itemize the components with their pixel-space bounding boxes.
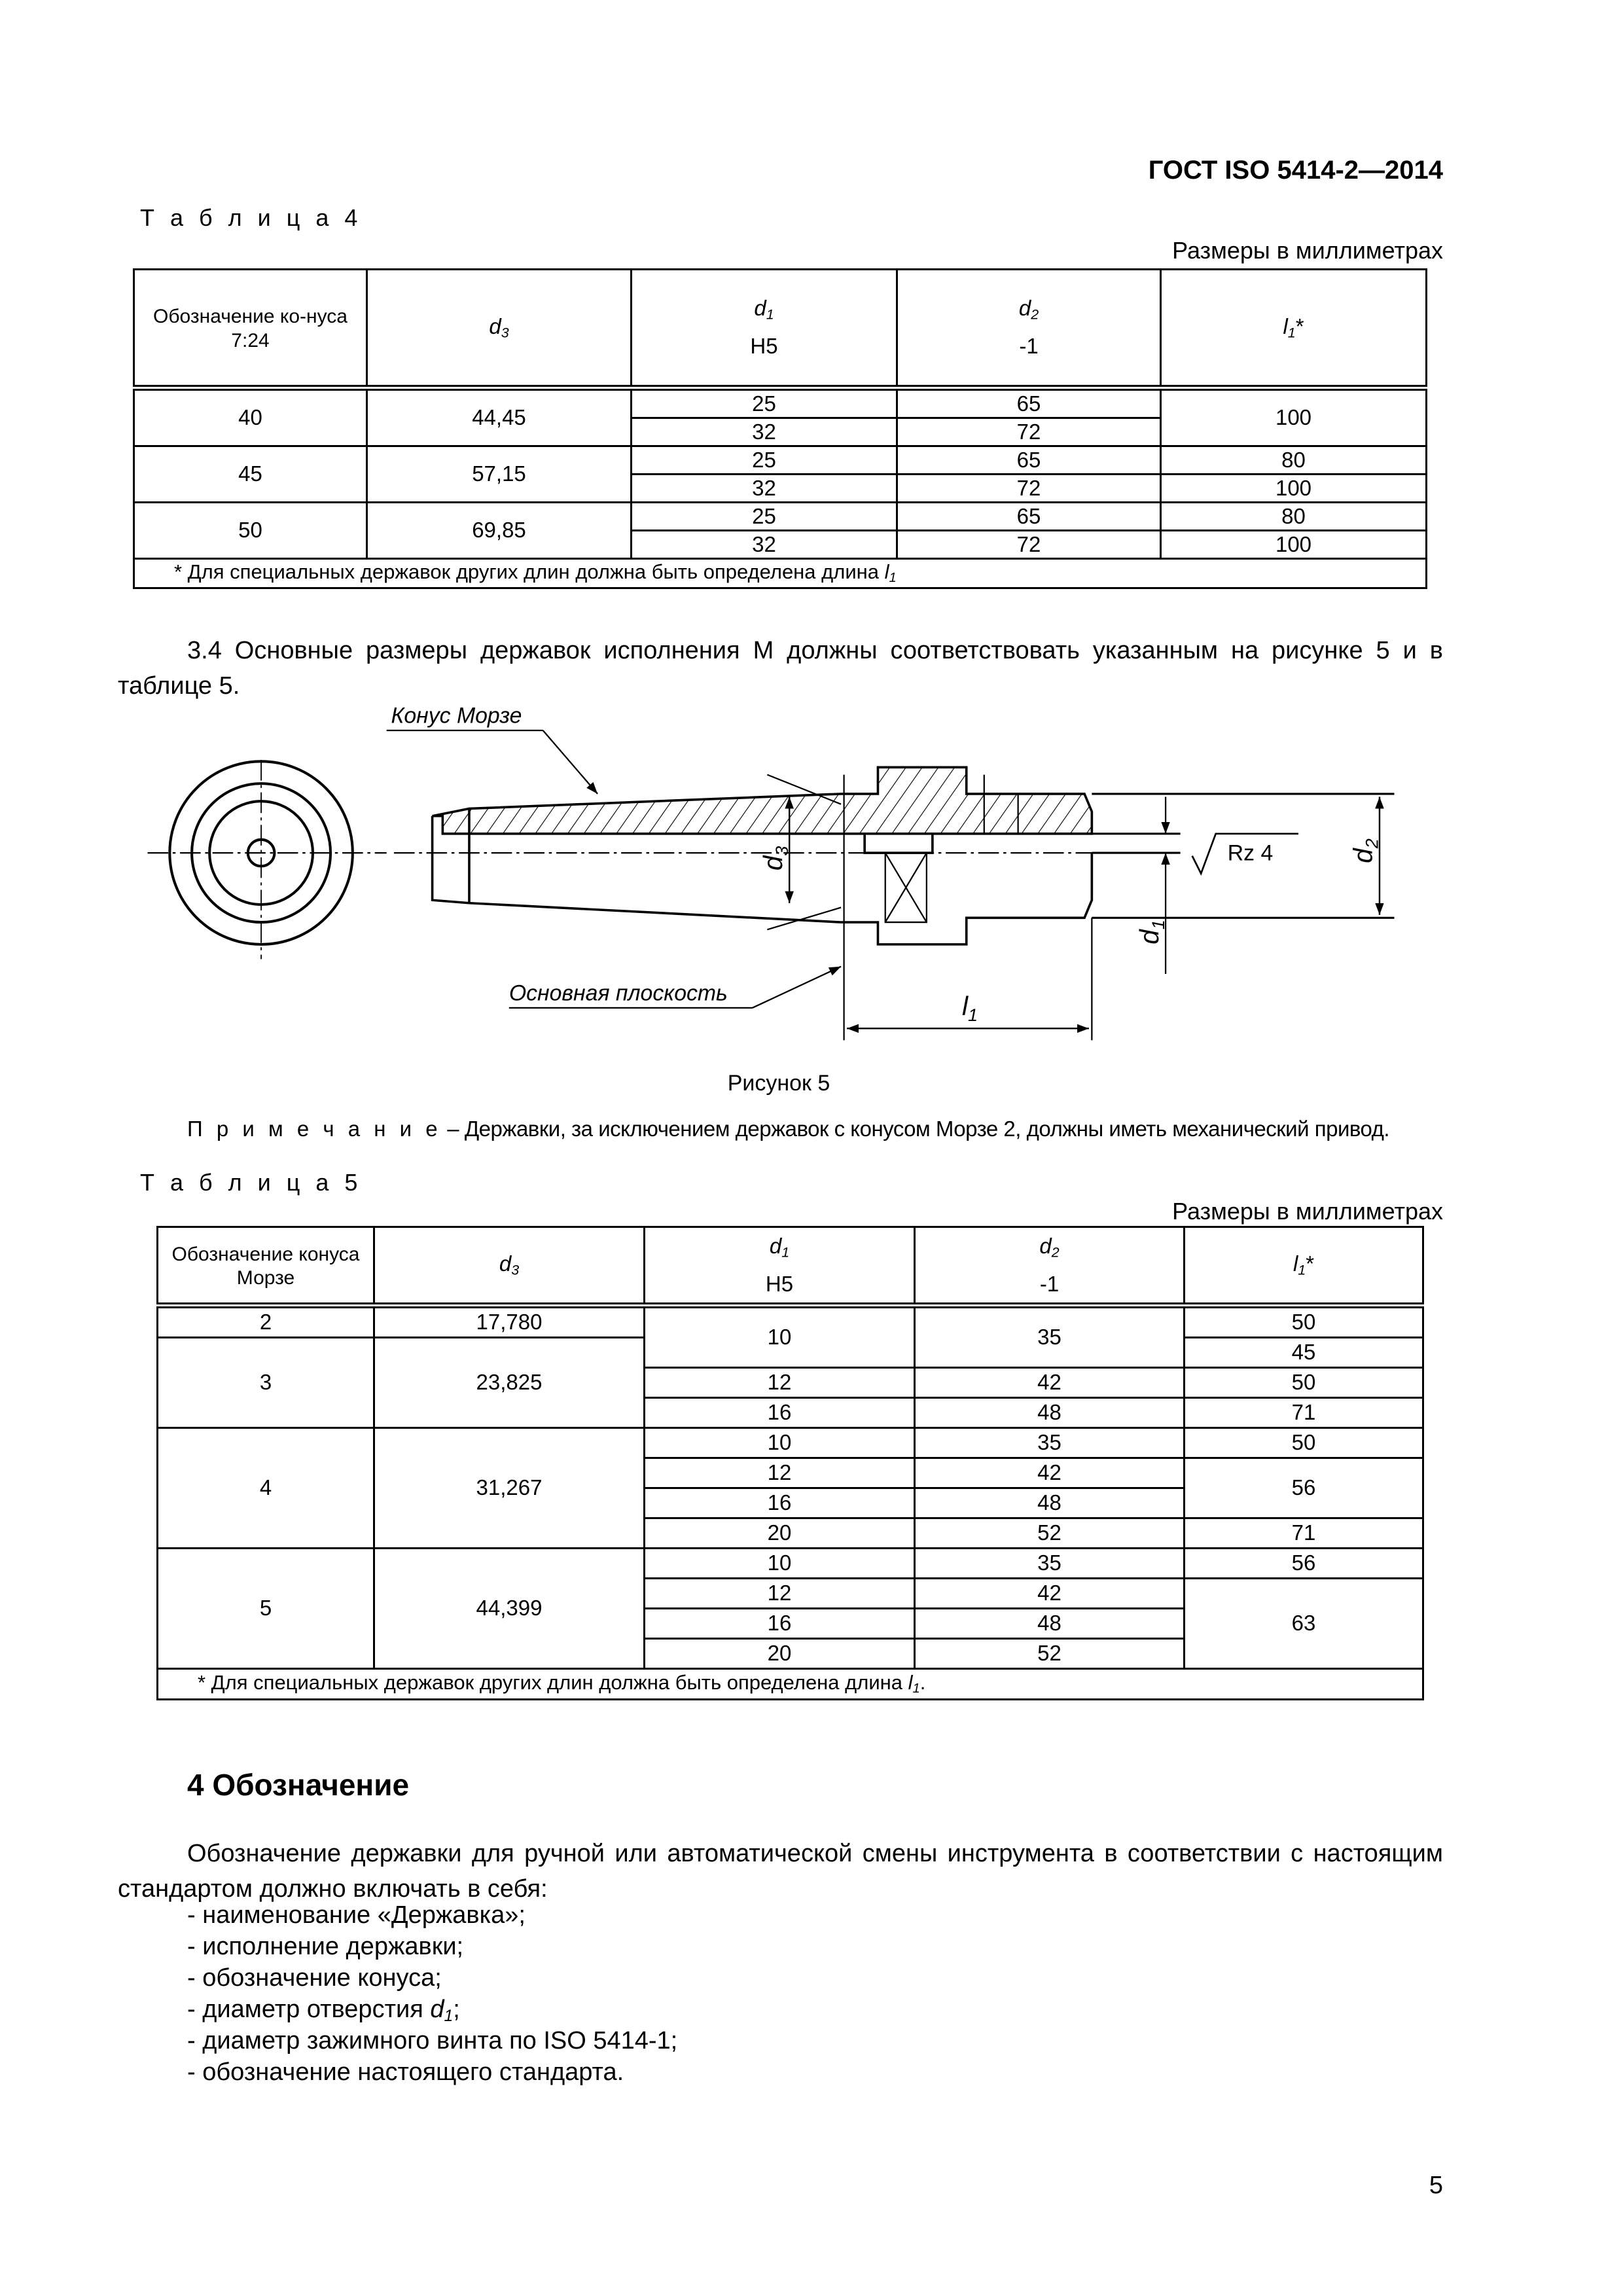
table-cell: 48 [915, 1398, 1185, 1428]
header-symbol: d [499, 1251, 512, 1276]
table-cell: 56 [1185, 1549, 1423, 1579]
list-item [187, 1964, 442, 1992]
dimension-lines [387, 730, 1395, 1040]
document-header: ГОСТ ISO 5414-2—2014 [1148, 156, 1443, 185]
list-item [187, 2027, 677, 2055]
header-symbol [368, 315, 630, 341]
svg-text:d1: $d_1$ [1133, 920, 1168, 944]
table-cell: 23,825 [374, 1338, 645, 1428]
list-item-text: - наименование «Державка»; [187, 1901, 526, 1929]
header-tolerance: -1 [1019, 334, 1039, 359]
note-label: П р и м е ч а н и е [187, 1117, 442, 1141]
table-cell: 57,15 [367, 446, 632, 503]
header-tolerance: H5 [750, 334, 778, 359]
table-cell: 63 [1185, 1579, 1423, 1669]
header-symbol [916, 1234, 1183, 1261]
header-subscript: 2 [1031, 306, 1039, 323]
table-cell: 42 [915, 1579, 1185, 1609]
table-row [134, 446, 1427, 475]
header-cell [134, 270, 367, 388]
table-cell: 65 [897, 503, 1161, 531]
header-symbol: l [1283, 314, 1288, 338]
header-subscript: 3 [511, 1262, 520, 1278]
header-subscript: 2 [1051, 1244, 1060, 1261]
table-cell: 69,85 [367, 503, 632, 559]
list-item [187, 2058, 624, 2087]
footnote-text: * Для специальных державок других длин должна быть определена длина [198, 1671, 908, 1695]
header-cell [158, 1227, 374, 1306]
table4-caption: Т а б л и ц а 4 [140, 204, 363, 231]
table-cell: 32 [632, 531, 897, 559]
table-cell: 65 [897, 388, 1161, 418]
svg-text:d2: $d_2$ [1347, 838, 1382, 863]
table-cell: 44,399 [374, 1549, 645, 1669]
table-cell: 100 [1161, 475, 1427, 503]
table-cell: 42 [915, 1368, 1185, 1398]
page-number: 5 [1429, 2172, 1443, 2199]
table5 [156, 1226, 1424, 1700]
table-cell: 31,267 [374, 1428, 645, 1549]
table-cell: 10 [645, 1306, 915, 1368]
svg-text:d3: $d_3$ [757, 846, 792, 871]
section-view [394, 767, 1107, 944]
table-cell: 52 [915, 1518, 1185, 1549]
header-label: Обозначение ко-нуса 7:24 [153, 306, 348, 351]
header-symbol: d [1018, 296, 1031, 321]
note [187, 1117, 1389, 1141]
list-item-text: - диаметр зажимного винта по ISO 5414-1; [187, 2027, 678, 2054]
table-cell: 50 [1185, 1306, 1423, 1338]
list-item [187, 1901, 526, 1929]
table-cell: 25 [632, 503, 897, 531]
header-symbol [375, 1252, 643, 1278]
table4 [133, 268, 1427, 589]
table-cell: 2 [158, 1306, 374, 1338]
footnote-end: . [919, 1671, 926, 1695]
list-item [187, 1933, 463, 1961]
header-cell [897, 270, 1161, 388]
table-cell: 72 [897, 418, 1161, 446]
dim-d1 [1134, 920, 1168, 944]
header-cell [915, 1227, 1185, 1306]
label-morse-taper: Конус Морзе [391, 703, 522, 728]
list-item-text: - диаметр отверстия [187, 1996, 431, 2023]
list-item [187, 1996, 460, 2026]
table-cell: 35 [915, 1549, 1185, 1579]
header-symbol [898, 296, 1160, 323]
list-item-symbol: d [430, 1996, 444, 2023]
header-subscript: 1 [1287, 324, 1296, 340]
footnote-text: * Для специальных державок других длин должна быть определена длина [174, 560, 885, 584]
table-cell: 72 [897, 475, 1161, 503]
table-cell: 16 [645, 1488, 915, 1518]
table-cell: 17,780 [374, 1306, 645, 1338]
list-item-end: ; [453, 1996, 460, 2023]
table-cell: 50 [134, 503, 367, 559]
table-row [134, 388, 1427, 418]
footnote-row [134, 559, 1427, 588]
table4-units: Размеры в миллиметрах [1172, 237, 1443, 264]
roughness-label: Rz 4 [1227, 840, 1274, 866]
header-symbol: d [769, 1233, 782, 1258]
footnote-row [158, 1669, 1423, 1700]
table-cell: 32 [632, 475, 897, 503]
table-cell: 100 [1161, 388, 1427, 446]
table-cell: 100 [1161, 531, 1427, 559]
table-cell: 32 [632, 418, 897, 446]
header-suffix: * [1306, 1251, 1315, 1276]
table-footnote [158, 1669, 1423, 1700]
list-item-text: - обозначение конуса; [187, 1964, 442, 1992]
note-text: – Державки, за исключением державок с конусом Морзе 2, должны иметь механический привод. [441, 1117, 1390, 1141]
table-cell: 50 [1185, 1368, 1423, 1398]
footnote-subscript: 1 [912, 1681, 920, 1696]
header-symbol: d [489, 314, 501, 338]
table-cell: 35 [915, 1428, 1185, 1458]
header-row [158, 1227, 1423, 1306]
table-cell: 4 [158, 1428, 374, 1549]
section-4-intro: Обозначение державки для ручной или автоматической смены инструмента в соответствии с настоящим стандартом должно включать в себя: [118, 1840, 1443, 1903]
table-cell: 10 [645, 1549, 915, 1579]
header-cell [374, 1227, 645, 1306]
end-view [147, 760, 386, 959]
table-row [158, 1306, 1423, 1338]
header-tolerance: H5 [765, 1271, 794, 1296]
table-cell: 12 [645, 1458, 915, 1488]
header-cell [645, 1227, 915, 1306]
table-cell: 44,45 [367, 388, 632, 446]
table-cell: 71 [1185, 1398, 1423, 1428]
header-subscript: 1 [1298, 1262, 1306, 1278]
table-cell: 40 [134, 388, 367, 446]
table-cell: 20 [645, 1639, 915, 1669]
list-item-text: - исполнение державки; [187, 1933, 464, 1960]
table-cell: 56 [1185, 1458, 1423, 1518]
header-suffix: * [1295, 314, 1304, 338]
label-base-plane: Основная плоскость [508, 980, 728, 1006]
header-cell [632, 270, 897, 388]
header-symbol: l [1293, 1251, 1298, 1276]
table-cell: 16 [645, 1609, 915, 1639]
table-row [134, 503, 1427, 531]
table-cell: 10 [645, 1428, 915, 1458]
dim-l1: $l_1$ [961, 991, 978, 1026]
table-cell: 80 [1161, 503, 1427, 531]
table-cell: 42 [915, 1458, 1185, 1488]
table-cell: 35 [915, 1306, 1185, 1368]
table-cell: 45 [134, 446, 367, 503]
table-row [158, 1549, 1423, 1579]
table-footnote [134, 559, 1427, 588]
header-symbol [1185, 1252, 1422, 1278]
table5-units: Размеры в миллиметрах [1172, 1198, 1443, 1225]
header-row [134, 270, 1427, 388]
header-symbol [1162, 315, 1425, 341]
table-cell: 80 [1161, 446, 1427, 475]
header-subscript: 1 [781, 1244, 790, 1261]
table-cell: 25 [632, 446, 897, 475]
table-cell: 45 [1185, 1338, 1423, 1368]
header-symbol: d [754, 296, 766, 321]
table-cell: 50 [1185, 1428, 1423, 1458]
dim-d3 [758, 846, 792, 871]
header-label: Обозначение конуса Морзе [171, 1243, 360, 1289]
table-cell: 72 [897, 531, 1161, 559]
table-cell: 16 [645, 1398, 915, 1428]
header-symbol: d [1039, 1233, 1052, 1258]
header-symbol [632, 296, 896, 323]
table-cell: 25 [632, 388, 897, 418]
table-cell: 71 [1185, 1518, 1423, 1549]
header-tolerance: -1 [1039, 1271, 1060, 1296]
list-item-subscript: 1 [444, 2007, 454, 2026]
table5-caption: Т а б л и ц а 5 [140, 1169, 363, 1196]
table-cell: 52 [915, 1639, 1185, 1669]
table-cell: 12 [645, 1368, 915, 1398]
dim-d2 [1348, 838, 1382, 863]
table-cell: 5 [158, 1549, 374, 1669]
section-3-4-text: 3.4 Основные размеры державок исполнения М должны соответствовать указанным на рисунке 5 и в таблице 5. [118, 637, 1443, 700]
table-cell: 65 [897, 446, 1161, 475]
footnote-symbol: l [884, 560, 889, 584]
header-cell [1185, 1227, 1423, 1306]
list-item-text: - обозначение настоящего стандарта. [187, 2058, 624, 2086]
header-subscript: 1 [766, 306, 774, 323]
header-cell [1161, 270, 1427, 388]
table-row [158, 1428, 1423, 1458]
header-cell [367, 270, 632, 388]
header-symbol [645, 1234, 914, 1261]
footnote-symbol: l [908, 1671, 913, 1695]
table-cell: 48 [915, 1488, 1185, 1518]
table-cell: 20 [645, 1518, 915, 1549]
figure-caption: Рисунок 5 [727, 1071, 830, 1096]
table-cell: 12 [645, 1579, 915, 1609]
table-cell: 48 [915, 1609, 1185, 1639]
header-subscript: 3 [501, 324, 509, 340]
table-cell: 3 [158, 1338, 374, 1428]
footnote-subscript: 1 [889, 571, 897, 586]
section-4-title: 4 Обозначение [187, 1768, 410, 1802]
